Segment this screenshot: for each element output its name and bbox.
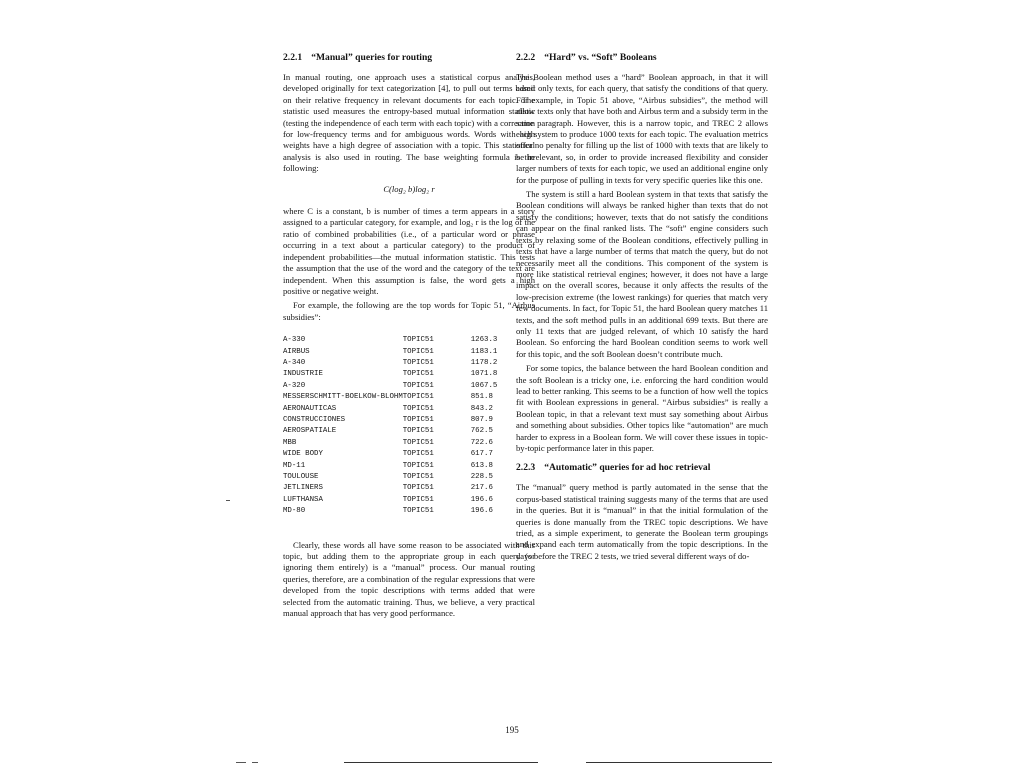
section-title: “Hard” vs. “Soft” Booleans <box>544 52 657 63</box>
keyword-score: 617.7 <box>470 450 493 459</box>
keyword-score: 228.5 <box>470 473 493 481</box>
section-number: 2.2.2 <box>516 52 536 63</box>
keyword-term: AIRBUS <box>283 347 310 356</box>
keyword-topic: TOPIC51 <box>402 347 434 356</box>
keyword-score: 843.2 <box>470 404 493 413</box>
paragraph: The system is still a hard Boolean system in that texts that satisfy the Boolean conditions will always be ranked higher than texts that do not satisfy the conditions; however, texts that do not satisfy the conditions can appear on the final ranked lists. The “soft” engine considers such texts by relaxing some of the Boolean conditions, effectively pulling in texts that have a large number of terms that match the query, but do not necessarily meet all the conditions. This component of the system is more like statistical retrieval engines; however, it does not have a large impact on the overall scores, because it only affects the results of the low-precision extreme (the lowest rankings) for queries that match very few documents. In fact, for Topic 51, the hard Boolean query matches 11 texts, and the soft method pulls in an additional 699 texts. But there are only 11 texts that are judged relevant, of which 10 satisfy the hard Boolean. So enforcing the hard Boolean condition seems to work well for this topic, and the soft Boolean doesn’t contribute much. <box>516 189 768 359</box>
section-heading-automatic-queries <box>516 462 768 474</box>
weighting-formula: C(log₂ b)log₂ r <box>383 183 435 194</box>
keyword-topic: TOPIC51 <box>402 393 434 402</box>
keyword-term: TOULOUSE <box>283 473 319 481</box>
keyword-topic: TOPIC51 <box>402 404 434 413</box>
section-number: 2.2.1 <box>283 52 303 63</box>
keyword-score: 196.6 <box>470 495 493 504</box>
keyword-row <box>283 495 497 506</box>
scan-artifact-mark <box>226 500 230 501</box>
keyword-row <box>283 369 497 380</box>
paragraph: For example, the following are the top words for Topic 51, “Airbus subsidies”: <box>283 300 535 322</box>
keyword-row <box>283 415 497 426</box>
keyword-topic: TOPIC51 <box>402 438 434 447</box>
keyword-score: 196.6 <box>470 507 493 516</box>
keyword-term: A-340 <box>283 358 306 367</box>
keyword-term: MD-11 <box>283 461 306 470</box>
page-number: 195 <box>505 725 519 735</box>
keyword-term: CONSTRUCCIONES <box>283 415 346 424</box>
keyword-term: INDUSTRIE <box>283 370 323 379</box>
keyword-score: 722.6 <box>470 438 493 447</box>
keyword-topic: TOPIC51 <box>402 507 434 516</box>
scan-artifact-mark <box>236 762 246 763</box>
paragraph: For some topics, the balance between the hard Boolean condition and the soft Boolean is a tricky one, i.e. enforcing the hard condition would lead to better ranking. This seems to be a function of how well the topics fit with Boolean expressions in general. “Airbus subsidies” is really a Boolean topic, in that a relevant text must say something about Airbus and something about subsidies. Other topics like “automation” are much harder to express in a Boolean form. We will cover these issues in topic-by-topic performance later in this paper. <box>516 363 768 453</box>
keyword-score: 613.8 <box>470 461 493 470</box>
keyword-score: 807.9 <box>470 415 493 424</box>
keyword-term: A-320 <box>283 381 306 390</box>
keyword-score: 851.8 <box>470 393 493 402</box>
keyword-topic: TOPIC51 <box>402 415 434 424</box>
keyword-term: MBB <box>283 438 297 447</box>
keyword-topic: TOPIC51 <box>402 336 434 345</box>
keyword-row <box>283 461 497 472</box>
keyword-row <box>283 335 497 346</box>
keyword-term: A-330 <box>283 336 306 345</box>
keyword-score: 217.6 <box>470 484 493 493</box>
keyword-row <box>283 506 497 517</box>
scan-artifact-mark <box>252 762 258 763</box>
section-title: “Manual” queries for routing <box>311 52 433 63</box>
section-heading-manual-queries <box>283 52 535 64</box>
keyword-score: 1178.2 <box>470 358 498 367</box>
keyword-topic: TOPIC51 <box>402 461 434 470</box>
paragraph: The “manual” query method is partly automated in the sense that the corpus-based statistical training suggests many of the terms that are used in the queries. But it is “manual” in that the initial formulation of the queries is done manually from the TREC topic descriptions. We have tried, as a simple experiment, to generate the Boolean term groupings and expand each term automatically from the topic descriptions. In the days before the TREC 2 tests, we tried several different ways of do- <box>516 482 768 561</box>
keyword-score: 1183.1 <box>470 347 498 356</box>
keyword-topic: TOPIC51 <box>402 358 434 367</box>
keyword-topic: TOPIC51 <box>402 484 434 493</box>
keyword-row <box>283 404 497 415</box>
footer-rule-right <box>586 762 772 763</box>
keyword-score: 1067.5 <box>470 381 498 390</box>
keyword-row <box>283 347 497 358</box>
keyword-row <box>283 438 497 449</box>
keyword-topic: TOPIC51 <box>402 427 434 436</box>
section-title: “Automatic” queries for ad hoc retrieval <box>544 462 711 474</box>
keyword-row <box>283 472 497 483</box>
keyword-term: WIDE BODY <box>283 450 323 459</box>
footer-rule-left <box>344 762 538 763</box>
paragraph: Clearly, these words all have some reason to be associated with this topic, but adding them to the appropriate group in each query (or ignoring them entirely) is a “manual” process. Our manual routing queries, therefore, are a combination of the regular expressions that were developed from the topic descriptions with terms added that were selected from the automatic training. Thus, we believe, a very practical manual approach that has very good performance. <box>283 539 535 619</box>
keyword-topic: TOPIC51 <box>402 473 434 481</box>
keyword-term: AERONAUTICAS <box>283 404 337 413</box>
keyword-term: MD-80 <box>283 507 306 516</box>
section-number: 2.2.3 <box>516 462 536 474</box>
keyword-term: JETLINERS <box>283 484 323 493</box>
paragraph: The Boolean method uses a “hard” Boolean approach, in that it will admit only texts, for each query, that satisfy the conditions of that query. For example, in Topic 51 above, “Airbus subsidies”, the method will allow texts only that have both and Airbus term and a subsidy term in the same paragraph. However, this is a narrow topic, and TREC 2 allows each system to produce 1000 texts for each topic. The evaluation metrics offer no penalty for filling up the list of 1000 with texts that are likely to be irrelevant, so, in order to provide increased flexibility and consider larger numbers of texts for each topic, we used an additional engine only for the purpose of pulling in texts for very specific queries like this one. <box>516 72 768 185</box>
keyword-topic: TOPIC51 <box>402 450 434 459</box>
keyword-row <box>283 392 497 403</box>
keyword-score: 1263.3 <box>470 336 498 345</box>
keyword-score: 762.5 <box>470 427 493 436</box>
keyword-topic: TOPIC51 <box>402 370 434 379</box>
left-column <box>283 52 535 622</box>
keyword-row <box>283 381 497 392</box>
keyword-row <box>283 483 497 494</box>
keyword-row <box>283 358 497 369</box>
paragraph: In manual routing, one approach uses a statistical corpus analysis, developed originally for text categorization [4], to pull out terms based on their relative frequency in relevant documents for each topic. The statistic used measures the entropy-based mutual information statistic (testing the independence of each term with each topic) with a correction for low-frequency terms and for ambiguous words. Words with high weights have a high degree of association with a topic. This statistical analysis is also used in routing. The base weighting formula is the following: <box>283 72 535 174</box>
section-heading-hard-vs-soft <box>516 52 768 64</box>
keyword-row <box>283 449 497 460</box>
keyword-term: MESSERSCHMITT-BOELKOW-BLOHM <box>283 393 403 402</box>
paragraph: where C is a constant, b is number of times a term appears in a story assigned to a particular category, for example, and log₂ r is the log of the ratio of combined probabilities (i.e., of a particular word or phrase occurring in a text about a particular category) to the product of independent probabilities—the mutual information statistic. This tests the assumption that the use of the word and the category of the text are independent. When this assumption is false, the word gets a high positive or negative weight. <box>283 206 535 296</box>
keyword-topic: TOPIC51 <box>402 495 434 504</box>
right-column <box>516 52 768 565</box>
keyword-score: 1071.8 <box>470 370 498 379</box>
keyword-topic: TOPIC51 <box>402 381 434 390</box>
keyword-term: LUFTHANSA <box>283 495 323 504</box>
topic-keyword-table <box>283 335 497 518</box>
keyword-term: AEROSPATIALE <box>283 427 337 436</box>
keyword-row <box>283 426 497 437</box>
